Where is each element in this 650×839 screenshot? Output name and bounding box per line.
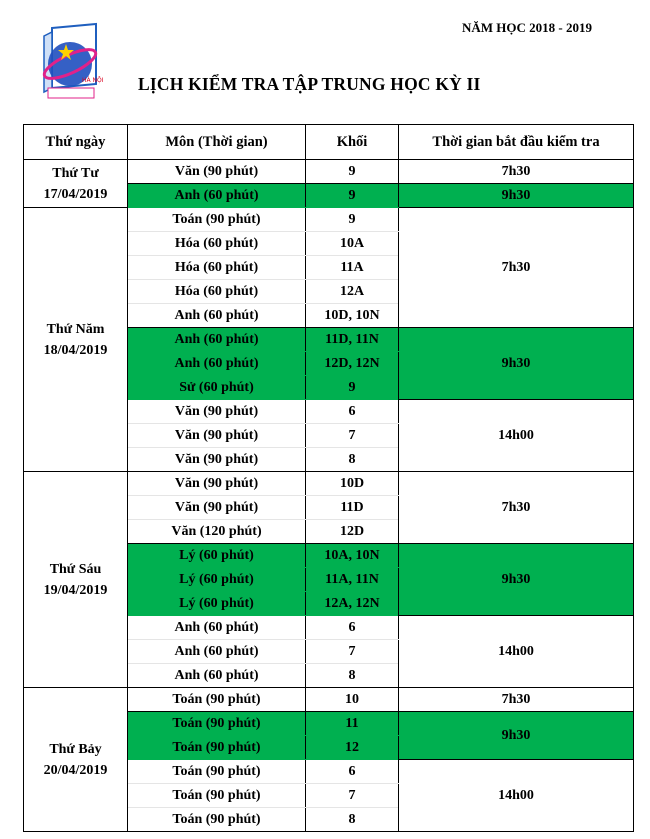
grade-cell: 6 xyxy=(306,400,399,424)
subject-cell: Anh (60 phút) xyxy=(128,328,306,352)
start-time-cell: 7h30 xyxy=(399,688,634,712)
grade-cell: 11A xyxy=(306,256,399,280)
day-name: Thứ Năm xyxy=(46,321,105,337)
column-header-day: Thứ ngày xyxy=(24,125,128,160)
table-row xyxy=(24,208,634,232)
subject-cell: Anh (60 phút) xyxy=(128,304,306,328)
column-header-grade: Khối xyxy=(306,125,399,160)
exam-schedule-table xyxy=(23,124,634,832)
grade-cell: 10 xyxy=(306,688,399,712)
start-time-cell: 9h30 xyxy=(399,184,634,208)
subject-cell: Hóa (60 phút) xyxy=(128,280,306,304)
day-date: 20/04/2019 xyxy=(43,762,108,778)
grade-cell: 11A, 11N xyxy=(306,568,399,592)
table-row xyxy=(24,472,634,496)
table-row xyxy=(24,160,634,184)
day-date: 18/04/2019 xyxy=(43,342,108,358)
grade-cell: 9 xyxy=(306,208,399,232)
subject-cell: Lý (60 phút) xyxy=(128,568,306,592)
subject-cell: Văn (90 phút) xyxy=(128,400,306,424)
table-header-row xyxy=(24,125,634,160)
column-header-subject: Môn (Thời gian) xyxy=(128,125,306,160)
day-name: Thứ Tư xyxy=(52,165,99,181)
grade-cell: 7 xyxy=(306,784,399,808)
grade-cell: 9 xyxy=(306,376,399,400)
start-time-cell: 7h30 xyxy=(399,472,634,544)
subject-cell: Văn (90 phút) xyxy=(128,160,306,184)
subject-cell: Văn (90 phút) xyxy=(128,472,306,496)
subject-cell: Anh (60 phút) xyxy=(128,664,306,688)
day-cell xyxy=(24,472,128,688)
grade-cell: 7 xyxy=(306,424,399,448)
column-header-start-time: Thời gian bắt đầu kiểm tra xyxy=(399,125,634,160)
grade-cell: 11D, 11N xyxy=(306,328,399,352)
grade-cell: 10A xyxy=(306,232,399,256)
day-date: 17/04/2019 xyxy=(43,186,108,202)
grade-cell: 8 xyxy=(306,664,399,688)
subject-cell: Văn (90 phút) xyxy=(128,448,306,472)
grade-cell: 9 xyxy=(306,160,399,184)
grade-cell: 11 xyxy=(306,712,399,736)
grade-cell: 11D xyxy=(306,496,399,520)
subject-cell: Toán (90 phút) xyxy=(128,208,306,232)
logo-text: HÀ NỘI xyxy=(82,77,104,84)
grade-cell: 12A xyxy=(306,280,399,304)
subject-cell: Toán (90 phút) xyxy=(128,688,306,712)
grade-cell: 8 xyxy=(306,448,399,472)
day-name: Thứ Sáu xyxy=(49,561,102,577)
page-title: LỊCH KIỂM TRA TẬP TRUNG HỌC KỲ II xyxy=(138,74,481,94)
subject-cell: Anh (60 phút) xyxy=(128,640,306,664)
grade-cell: 12D, 12N xyxy=(306,352,399,376)
day-name: Thứ Bảy xyxy=(49,741,102,757)
subject-cell: Hóa (60 phút) xyxy=(128,256,306,280)
day-cell xyxy=(24,208,128,472)
subject-cell: Toán (90 phút) xyxy=(128,736,306,760)
subject-cell: Toán (90 phút) xyxy=(128,808,306,832)
start-time-cell: 14h00 xyxy=(399,400,634,472)
subject-cell: Lý (60 phút) xyxy=(128,544,306,568)
day-cell xyxy=(24,688,128,832)
grade-cell: 6 xyxy=(306,616,399,640)
schedule-body xyxy=(24,160,634,832)
subject-cell: Anh (60 phút) xyxy=(128,352,306,376)
grade-cell: 12A, 12N xyxy=(306,592,399,616)
subject-cell: Hóa (60 phút) xyxy=(128,232,306,256)
subject-cell: Toán (90 phút) xyxy=(128,784,306,808)
start-time-cell: 14h00 xyxy=(399,616,634,688)
grade-cell: 12 xyxy=(306,736,399,760)
subject-cell: Anh (60 phút) xyxy=(128,184,306,208)
subject-cell: Anh (60 phút) xyxy=(128,616,306,640)
subject-cell: Lý (60 phút) xyxy=(128,592,306,616)
subject-cell: Văn (90 phút) xyxy=(128,496,306,520)
grade-cell: 12D xyxy=(306,520,399,544)
start-time-cell: 7h30 xyxy=(399,208,634,328)
subject-cell: Toán (90 phút) xyxy=(128,760,306,784)
subject-cell: Văn (90 phút) xyxy=(128,424,306,448)
grade-cell: 9 xyxy=(306,184,399,208)
start-time-cell: 14h00 xyxy=(399,760,634,832)
start-time-cell: 9h30 xyxy=(399,544,634,616)
day-cell xyxy=(24,160,128,208)
subject-cell: Toán (90 phút) xyxy=(128,712,306,736)
table-row xyxy=(24,688,634,712)
start-time-cell: 9h30 xyxy=(399,712,634,760)
grade-cell: 8 xyxy=(306,808,399,832)
grade-cell: 7 xyxy=(306,640,399,664)
school-logo xyxy=(30,22,114,106)
school-year: NĂM HỌC 2018 - 2019 xyxy=(462,20,592,35)
subject-cell: Sử (60 phút) xyxy=(128,376,306,400)
day-date: 19/04/2019 xyxy=(43,582,108,598)
grade-cell: 6 xyxy=(306,760,399,784)
start-time-cell: 7h30 xyxy=(399,160,634,184)
grade-cell: 10A, 10N xyxy=(306,544,399,568)
grade-cell: 10D xyxy=(306,472,399,496)
start-time-cell: 9h30 xyxy=(399,328,634,400)
subject-cell: Văn (120 phút) xyxy=(128,520,306,544)
grade-cell: 10D, 10N xyxy=(306,304,399,328)
